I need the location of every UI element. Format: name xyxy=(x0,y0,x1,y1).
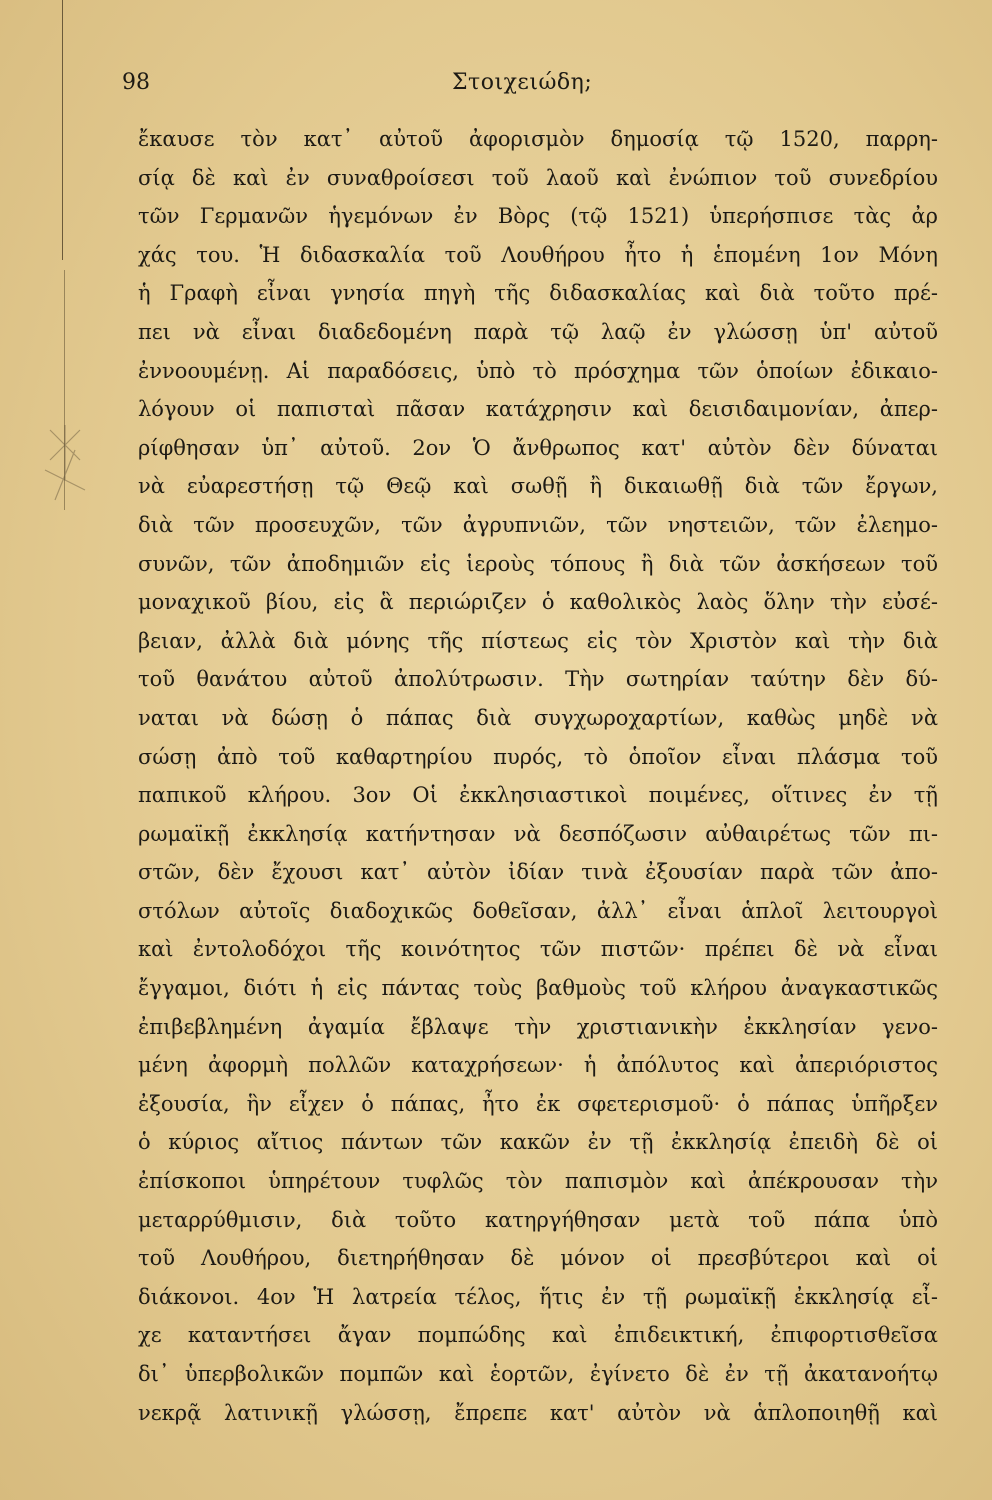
text-line: ἐξουσία, ἣν εἶχεν ὁ πάπας, ἦτο ἐκ σφετερισμοῦ· ὁ πάπας ὑπῆρξεν xyxy=(138,1091,938,1116)
text-line: ἐννοουμένῃ. Αἱ παραδόσεις, ὑπὸ τὸ πρόσχημα τῶν ὁποίων ἐδικαιο- xyxy=(138,358,938,383)
text-line: νὰ εὐαρεστήσῃ τῷ Θεῷ καὶ σωθῇ ἢ δικαιωθῇ διὰ τῶν ἔργων, xyxy=(138,474,938,499)
text-line: χάς του. Ἡ διδασκαλία τοῦ Λουθήρου ἦτο ἡ ἑπομένη 1ον Μόνη xyxy=(138,242,938,267)
binding-edge-line xyxy=(62,0,63,260)
text-line: σώσῃ ἀπὸ τοῦ καθαρτηρίου πυρός, τὸ ὁποῖον εἶναι πλάσμα τοῦ xyxy=(138,744,938,769)
text-line: ἐπιβεβλημένη ἀγαμία ἔβλαψε τὴν χριστιανικὴν ἐκκλησίαν γενο- xyxy=(138,1014,938,1039)
text-line: στῶν, δὲν ἔχουσι κατ᾽ αὐτὸν ἰδίαν τινὰ ἐξουσίαν παρὰ τῶν ἀπο- xyxy=(138,860,938,885)
text-line: ἡ Γραφὴ εἶναι γνησία πηγὴ τῆς διδασκαλίας καὶ διὰ τοῦτο πρέ- xyxy=(138,281,938,306)
body-text xyxy=(138,120,938,1432)
text-line: μένη ἀφορμὴ πολλῶν καταχρήσεων· ἡ ἀπόλυτος καὶ ἀπεριόριστος xyxy=(138,1053,938,1078)
text-line: ἔγγαμοι, διότι ἡ εἰς πάντας τοὺς βαθμοὺς τοῦ κλήρου ἀναγκαστικῶς xyxy=(138,976,938,1001)
text-line: ναται νὰ δώσῃ ὁ πάπας διὰ συγχωροχαρτίων, καθὼς μηδὲ νὰ xyxy=(138,705,938,730)
text-line: βειαν, ἀλλὰ διὰ μόνης τῆς πίστεως εἰς τὸν Χριστὸν καὶ τὴν διὰ xyxy=(138,628,938,653)
text-line: τοῦ θανάτου αὐτοῦ ἀπολύτρωσιν. Τὴν σωτηρίαν ταύτην δὲν δύ- xyxy=(138,667,938,692)
text-line: ὁ κύριος αἴτιος πάντων τῶν κακῶν ἐν τῇ ἐκκλησίᾳ ἐπειδὴ δὲ οἱ xyxy=(138,1130,938,1155)
text-line: ἐπίσκοποι ὑπηρέτουν τυφλῶς τὸν παπισμὸν καὶ ἀπέκρουσαν τὴν xyxy=(138,1169,938,1194)
text-line: μοναχικοῦ βίου, εἰς ἃ περιώριζεν ὁ καθολικὸς λαὸς ὅλην τὴν εὐσέ- xyxy=(138,590,938,615)
running-title: Στοιχειώδη; xyxy=(452,70,593,95)
text-line: τοῦ Λουθήρου, διετηρήθησαν δὲ μόνον οἱ πρεσβύτεροι καὶ οἱ xyxy=(138,1246,938,1271)
text-line: λόγουν οἱ παπισταὶ πᾶσαν κατάχρησιν καὶ δεισιδαιμονίαν, ἀπερ- xyxy=(138,397,938,422)
page-number: 98 xyxy=(122,70,150,95)
text-line: χε καταντήσει ἄγαν πομπώδης καὶ ἐπιδεικτική, ἐπιφορτισθεῖσα xyxy=(138,1323,938,1348)
text-line: ρίφθησαν ὑπ᾽ αὐτοῦ. 2ον Ὁ ἄνθρωπος κατ' αὐτὸν δὲν δύναται xyxy=(138,435,938,460)
text-line: νεκρᾷ λατινικῇ γλώσσῃ, ἔπρεπε κατ' αὐτὸν νὰ ἁπλοποιηθῇ καὶ xyxy=(138,1400,938,1425)
text-line: δι᾽ ὑπερβολικῶν πομπῶν καὶ ἑορτῶν, ἐγίνετο δὲ ἐν τῇ ἀκατανοήτῳ xyxy=(138,1362,938,1386)
text-line: διάκονοι. 4ον Ἡ λατρεία τέλος, ἥτις ἐν τῇ ρωμαϊκῇ ἐκκλησίᾳ εἶ- xyxy=(138,1284,938,1309)
text-line: διὰ τῶν προσευχῶν, τῶν ἀγρυπνιῶν, τῶν νηστειῶν, τῶν ἐλεημο- xyxy=(138,512,938,537)
ink-bleed-mark xyxy=(40,420,90,510)
text-line: τῶν Γερμανῶν ἡγεμόνων ἐν Βὸρς (τῷ 1521) ὑπερήσπισε τὰς ἀρ xyxy=(138,204,938,229)
text-line: σίᾳ δὲ καὶ ἐν συναθροίσεσι τοῦ λαοῦ καὶ ἐνώπιον τοῦ συνεδρίου xyxy=(138,165,938,190)
text-line: παπικοῦ κλήρου. 3ον Οἱ ἐκκλησιαστικοὶ ποιμένες, οἵτινες ἐν τῇ xyxy=(138,783,938,808)
page-header xyxy=(122,70,892,106)
text-line: ἔκαυσε τὸν κατ᾽ αὐτοῦ ἀφορισμὸν δημοσίᾳ τῷ 1520, παρρη- xyxy=(138,127,938,151)
text-line: συνῶν, τῶν ἀποδημιῶν εἰς ἱεροὺς τόπους ἢ διὰ τῶν ἀσκήσεων τοῦ xyxy=(138,551,938,576)
text-line: ρωμαϊκῇ ἐκκλησίᾳ κατήντησαν νὰ δεσπόζωσιν αὐθαιρέτως τῶν πι- xyxy=(138,821,938,846)
text-line: πει νὰ εἶναι διαδεδομένη παρὰ τῷ λαῷ ἐν γλώσσῃ ὑπ' αὐτοῦ xyxy=(138,319,938,344)
text-line: καὶ ἐντολοδόχοι τῆς κοινότητος τῶν πιστῶν· πρέπει δὲ νὰ εἶναι xyxy=(138,937,938,962)
text-line: στόλων αὐτοῖς διαδοχικῶς δοθεῖσαν, ἀλλ᾽ εἶναι ἁπλοῖ λειτουργοὶ xyxy=(138,898,938,923)
text-line: μεταρρύθμισιν, διὰ τοῦτο κατηργήθησαν μετὰ τοῦ πάπα ὑπὸ xyxy=(138,1207,938,1232)
